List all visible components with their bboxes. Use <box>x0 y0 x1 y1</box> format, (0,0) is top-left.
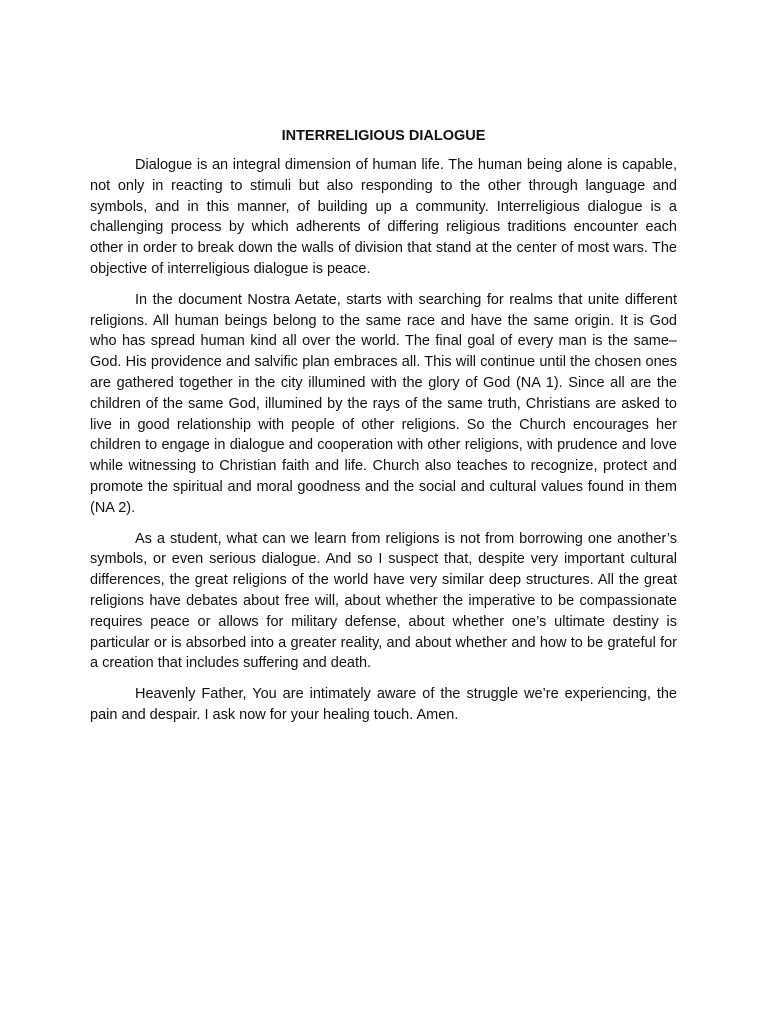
paragraph-prayer: Heavenly Father, You are intimately aware of the struggle we’re experiencing, the pain and despair. I ask now for your healing touch. Amen. <box>90 686 677 723</box>
document-body <box>90 127 677 736</box>
paragraph-student-reflection: As a student, what can we learn from religions is not from borrowing one another’s symbols, or even serious dialogue. And so I suspect that, despite very important cultural differences, the great religions of the world have very similar deep structures. All the great religions have debates about free will, about whether the imperative to be compassionate requires peace or allows for military defense, about whether one’s ultimate destiny is particular or is absorbed into a greater reality, and about whether and how to be grateful for a creation that includes suffering and death. <box>90 530 677 672</box>
paragraph-nostra-aetate: In the document Nostra Aetate, starts with searching for realms that unite different religions. All human beings belong to the same race and have the same origin. It is God who has spread human kind all over the world. The final goal of every man is the same–God. His providence and salvific plan embraces all. This will continue until the chosen ones are gathered together in the city illumined with the glory of God (NA 1). Since all are the children of the same God, illumined by the rays of the same truth, Christians are asked to live in good relationship with people of other religions. So the Church encourages her children to engage in dialogue and cooperation with other religions, with prudence and love while witnessing to Christian faith and life. Church also teaches to recognize, protect and promote the spiritual and moral goodness and the social and cultural values found in them (NA 2). <box>90 291 677 516</box>
document-title: INTERRELIGIOUS DIALOGUE <box>281 128 486 144</box>
paragraph-dialogue-intro: Dialogue is an integral dimension of human life. The human being alone is capable, not only in reacting to stimuli but also responding to the other through language and symbols, and in this manner, of building up a community. Interreligious dialogue is a challenging process by which adherents of differing religious traditions encounter each other in order to break down the walls of division that stand at the center of most wars. The objective of interreligious dialogue is peace. <box>90 157 677 277</box>
